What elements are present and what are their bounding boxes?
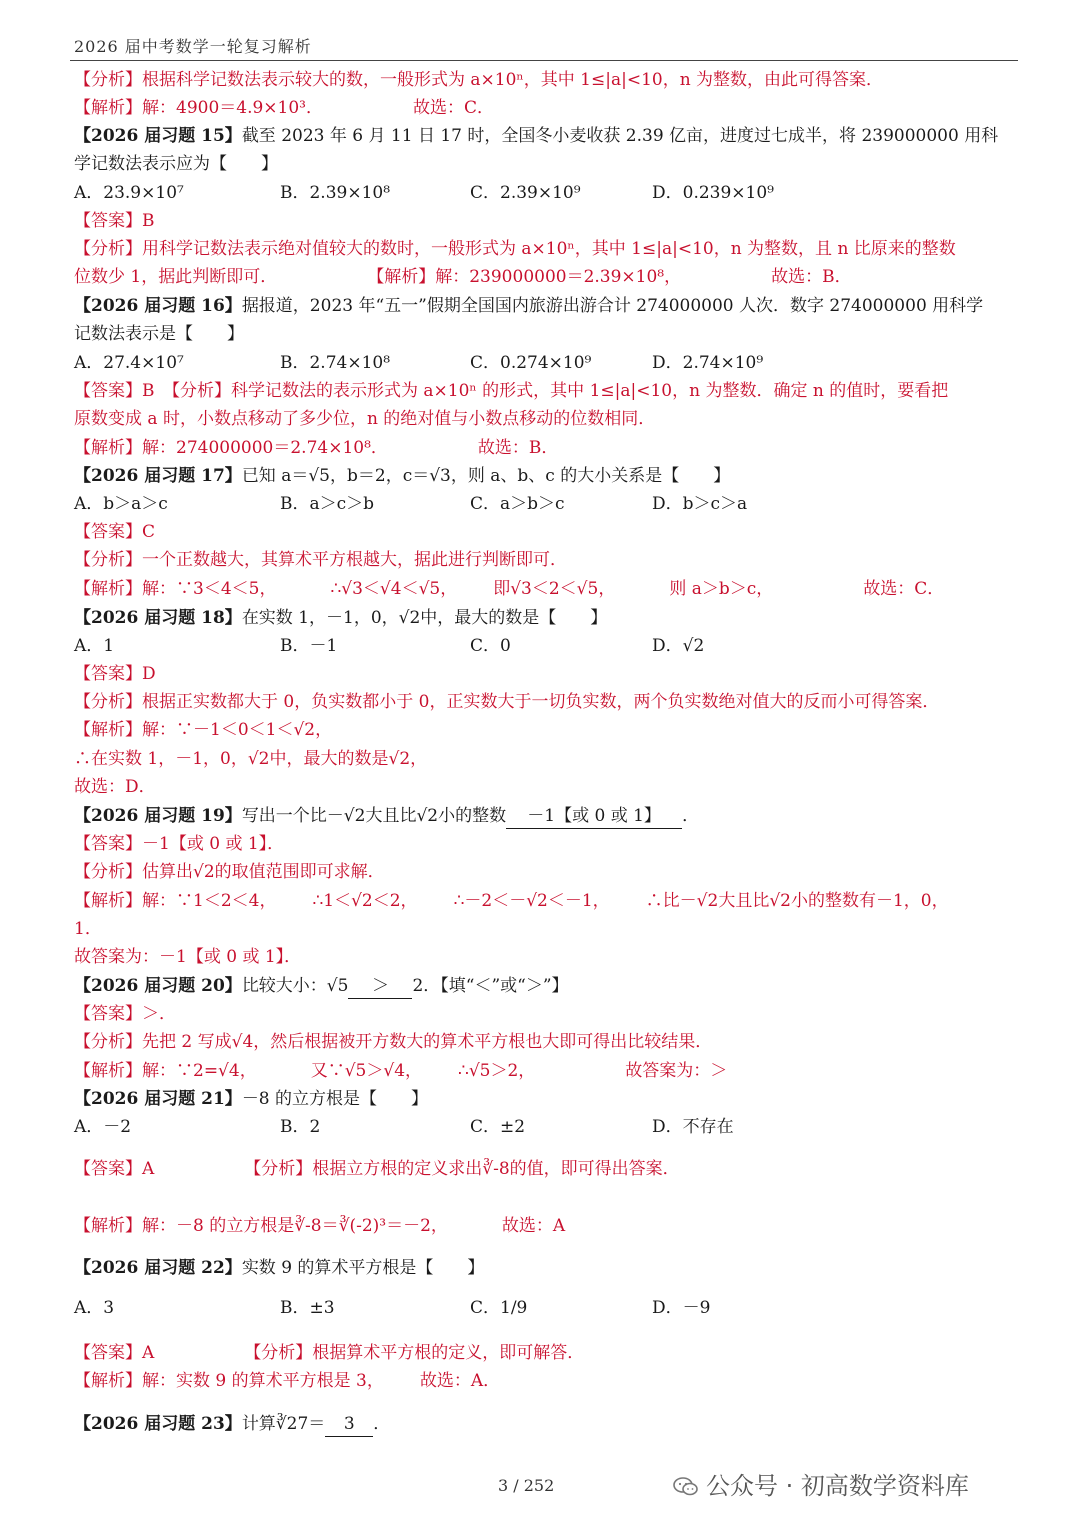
p15-analysis-line2: 位数少 1，据此判断即可． 【解析】解：239000000＝2.39×10⁸， 故选：B．	[74, 267, 852, 287]
p21-option-d: D．不存在	[652, 1117, 734, 1137]
p15-option-b: B．2.39×10⁸	[280, 183, 391, 203]
p23-answer-blank: 3	[325, 1412, 373, 1437]
p16-analysis-line2: 原数变成 a 时，小数点移动了多少位，n 的绝对值与小数点移动的位数相同．	[74, 409, 656, 429]
p17-option-a: A．b＞a＞c	[74, 494, 168, 514]
p22-solution: 【解析】解：实数 9 的算术平方根是 3， 故选：A．	[74, 1371, 501, 1391]
p16-options	[74, 351, 1010, 375]
p17-stem: 【2026 届习题 17】已知 a＝√5，b＝2，c＝√3，则 a、b、c 的大小关系是【 】	[74, 466, 731, 486]
p17-option-c: C．a＞b＞c	[470, 494, 565, 514]
p20-solution: 【解析】解：∵2=√4， 又∵√5＞√4， ∴√5＞2， 故答案为：＞	[74, 1061, 728, 1081]
p17-option-b: B．a＞c＞b	[280, 494, 375, 514]
p21-option-b: B．2	[280, 1117, 321, 1137]
p19-stem: 【2026 届习题 19】写出一个比－√2大且比√2小的整数 －1【或 0 或 1】 ．	[74, 804, 1010, 828]
p20-answer-blank: ＞	[348, 974, 412, 999]
p16-option-b: B．2.74×10⁸	[280, 353, 391, 373]
p16-answer-analysis: 【答案】B 【分析】科学记数法的表示形式为 a×10ⁿ 的形式，其中 1≤|a|<10，n 为整数．确定 n 的值时，要看把	[74, 381, 949, 401]
p16-option-d: D．2.74×10⁹	[652, 353, 764, 373]
p20-analysis: 【分析】先把 2 写成√4，然后根据被开方数大的算术平方根也大即可得出比较结果．	[74, 1032, 713, 1052]
p21-answer-analysis: 【答案】A 【分析】根据立方根的定义求出∛-8的值，即可得出答案．	[74, 1159, 680, 1179]
p18-option-a: A．1	[74, 636, 115, 656]
p19-answer-blank: －1【或 0 或 1】	[506, 804, 682, 829]
p19-final: 故答案为：－1【或 0 或 1】．	[74, 947, 302, 967]
p21-stem: 【2026 届习题 21】－8 的立方根是【 】	[74, 1089, 429, 1109]
watermark	[672, 1466, 969, 1501]
p19-solution-cont: 1．	[74, 919, 102, 939]
header-divider	[70, 60, 1018, 61]
p18-option-d: D．√2	[652, 636, 705, 656]
p14-solution: 【解析】解：4900＝4.9×10³． 故选：C．	[74, 98, 495, 118]
p15-stem-line2: 学记数法表示应为【 】	[74, 154, 278, 174]
p22-option-a: A．3	[74, 1298, 115, 1318]
p18-select: 故选：D．	[74, 777, 156, 797]
p18-analysis: 【分析】根据正实数都大于 0，负实数都小于 0，正实数大于一切负实数，两个负实数绝对值大的反而小可得答案．	[74, 692, 940, 712]
p19-answer: 【答案】－1【或 0 或 1】．	[74, 834, 285, 854]
p20-answer: 【答案】＞．	[74, 1004, 176, 1024]
wechat-icon	[672, 1476, 700, 1498]
watermark-text: 公众号 · 初高数学资料库	[706, 1472, 969, 1500]
p17-analysis: 【分析】一个正数越大，其算术平方根越大，据此进行判断即可．	[74, 550, 567, 570]
p22-answer-analysis: 【答案】A 【分析】根据算术平方根的定义，即可解答．	[74, 1343, 585, 1363]
p20-stem: 【2026 届习题 20】比较大小：√5 ＞ 2．【填“＜”或“＞”】	[74, 974, 1010, 998]
p22-options	[74, 1296, 1010, 1320]
p22-option-b: B．±3	[280, 1298, 335, 1318]
p18-option-b: B．－1	[280, 636, 338, 656]
p18-option-c: C．0	[470, 636, 511, 656]
p21-option-c: C．±2	[470, 1117, 526, 1137]
p15-answer: 【答案】B	[74, 211, 155, 231]
p17-option-d: D．b＞c＞a	[652, 494, 748, 514]
p17-solution: 【解析】解：∵3＜4＜5， ∴√3＜√4＜√5， 即√3＜2＜√5， 则 a＞b＞c， 故选：C．	[74, 579, 945, 599]
p18-solution-line1: 【解析】解：∵－1＜0＜1＜√2，	[74, 720, 333, 740]
p17-options	[74, 492, 1010, 516]
p15-stem-line1: 【2026 届习题 15】截至 2023 年 6 月 11 日 17 时，全国冬小麦收获 2.39 亿亩，进度过七成半，将 239000000 用科	[74, 126, 999, 146]
p22-option-d: D．－9	[652, 1298, 711, 1318]
p21-options	[74, 1115, 1010, 1139]
p16-solution: 【解析】解：274000000＝2.74×10⁸． 故选：B．	[74, 438, 559, 458]
p15-option-d: D．0.239×10⁹	[652, 183, 774, 203]
p17-answer: 【答案】C	[74, 522, 156, 542]
p18-stem: 【2026 届习题 18】在实数 1，－1，0，√2中，最大的数是【 】	[74, 608, 608, 628]
p14-analysis: 【分析】根据科学记数法表示较大的数，一般形式为 a×10ⁿ，其中 1≤|a|<10，n 为整数，由此可得答案．	[74, 70, 884, 90]
p16-stem-line2: 记数法表示是【 】	[74, 324, 244, 344]
page-header: 2026 届中考数学一轮复习解析	[74, 37, 312, 56]
p15-analysis-line1: 【分析】用科学记数法表示绝对值较大的数时，一般形式为 a×10ⁿ，其中 1≤|a|<10，n 为整数，且 n 比原来的整数	[74, 239, 956, 259]
p19-analysis: 【分析】估算出√2的取值范围即可求解．	[74, 862, 385, 882]
p18-solution-line2: ∴在实数 1，－1，0，√2中，最大的数是√2，	[74, 749, 428, 769]
p16-stem-line1: 【2026 届习题 16】据报道，2023 年“五一”假期全国国内旅游出游合计 274000000 人次．数字 274000000 用科学	[74, 296, 984, 316]
p15-options	[74, 181, 1010, 205]
page-number: 3 / 252	[498, 1476, 555, 1495]
p21-option-a: A．－2	[74, 1117, 132, 1137]
p22-option-c: C．1/9	[470, 1298, 528, 1318]
p22-stem: 【2026 届习题 22】实数 9 的算术平方根是【 】	[74, 1258, 485, 1278]
p18-answer: 【答案】D	[74, 664, 156, 684]
p15-option-c: C．2.39×10⁹	[470, 183, 581, 203]
p16-option-c: C．0.274×10⁹	[470, 353, 592, 373]
p21-solution: 【解析】解：－8 的立方根是∛-8＝∛(-2)³＝－2， 故选：A	[74, 1216, 566, 1236]
p15-option-a: A．23.9×10⁷	[74, 183, 184, 203]
p23-stem: 【2026 届习题 23】计算∛27＝ 3 ．	[74, 1412, 1010, 1436]
p19-solution: 【解析】解：∵1＜2＜4， ∴1＜√2＜2， ∴－2＜－√2＜－1， ∴比－√2大且比√2小的整数有－1，0，	[74, 891, 949, 911]
p18-options	[74, 634, 1010, 658]
p16-option-a: A．27.4×10⁷	[74, 353, 184, 373]
